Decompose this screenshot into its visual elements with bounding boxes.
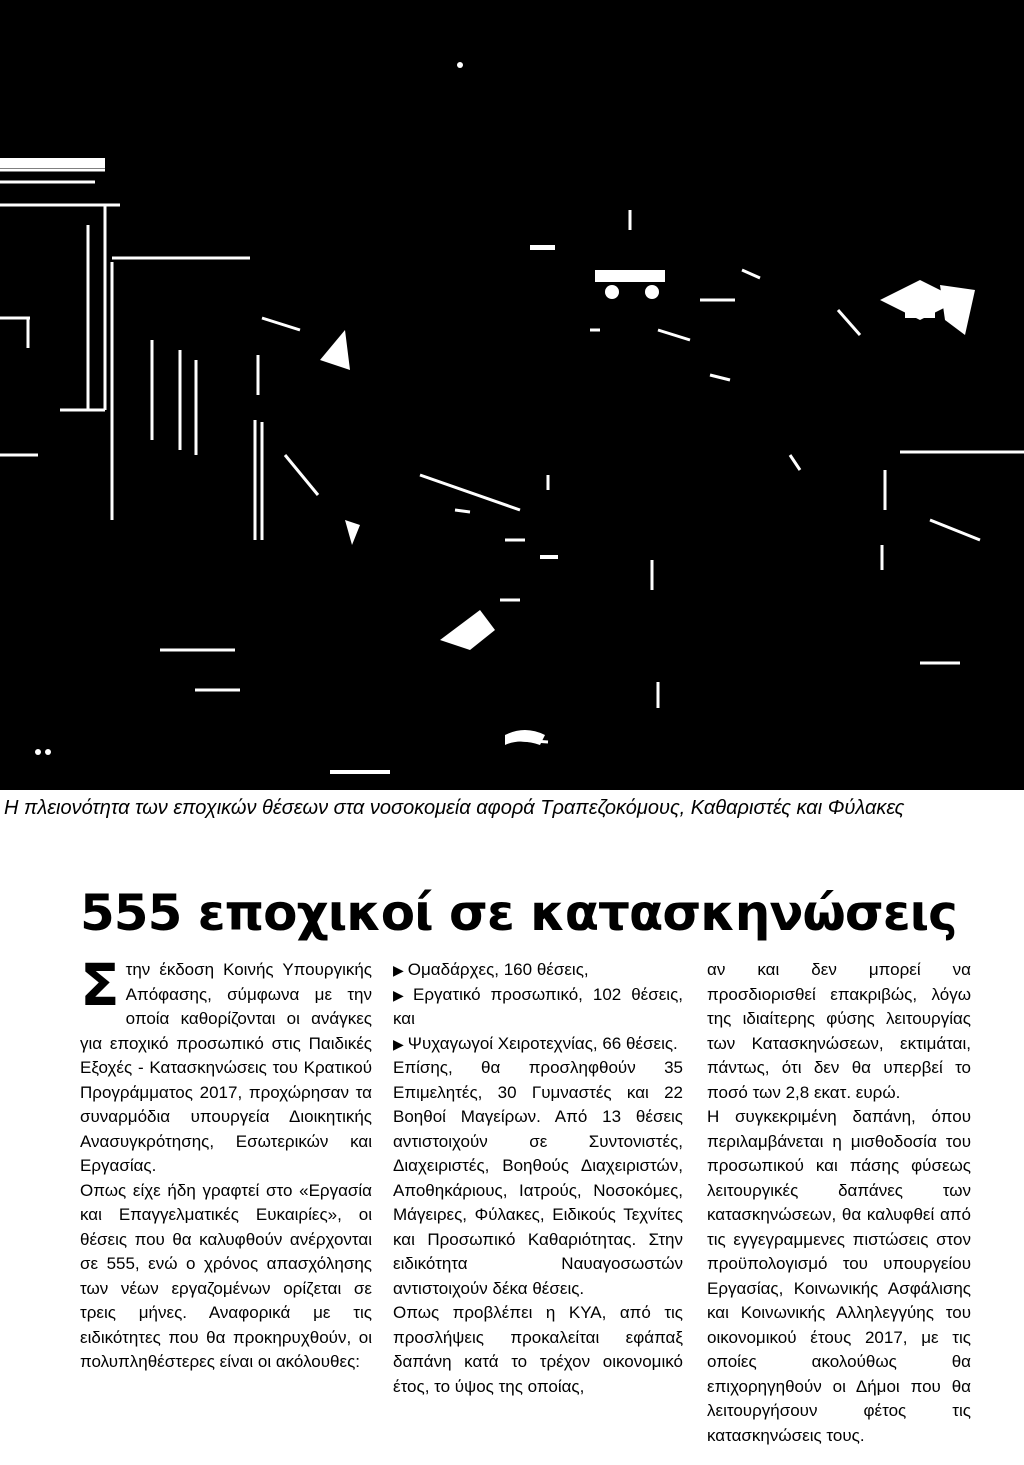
article-column-1 xyxy=(80,951,372,1375)
drop-cap: Σ xyxy=(80,951,120,1019)
bullet-item xyxy=(393,983,683,1032)
article-column-2 xyxy=(393,958,683,1399)
column-1-paragraph-1 xyxy=(80,951,372,1179)
column-1-paragraph-1-text: την έκδοση Κοινής Υπουργικής Απόφασης, σύμφωνα με την οποία καθορίζονται οι ανάγκες για εποχικό προσωπικό στις Παιδικές Εξοχές - Κατασκηνώσεις του Κρατικού Προγράμματος 2017, προχώρησαν τα συναρμόδια υπουργεία Διοικητικής Ανασυγκρότησης, Εσωτερικών και Εργασίας. xyxy=(80,960,372,1175)
column-2-paragraph-2: Οπως προβλέπει η ΚΥΑ, από τις προσλήψεις προκαλείται εφάπαξ δαπάνη κατά το τρέχον οικονομικό έτος, το ύψος της οποίας, xyxy=(393,1303,683,1396)
column-3-paragraph-2: Η συγκεκριμένη δαπάνη, όπου περιλαμβάνεται η μισθοδοσία του προσωπικού και πάσης φύσεως λειτουργικές δαπάνες των κατασκηνώσεων, θα καλυφθεί από τις εγγεγραμμενες πιστώσεις στον προϋπολογισμό του υπουργείου Εργασίας, Κοινωνικής Ασφάλισης και Κοινωνικής Αλληλεγγύης του οικονομικού έτους 2017, με τις οποίες ακολούθως θα επιχορηγηθούν οι Δήμοι που θα λειτουργήσουν φέτος τις κατασκηνώσεις τους. xyxy=(707,1107,971,1445)
bullet-arrow-icon: ▶ xyxy=(393,1035,404,1052)
bullet-item-text: Ψυχαγωγοί Χειροτεχνίας, 66 θέσεις. xyxy=(407,1033,678,1053)
bullet-item xyxy=(393,1032,683,1057)
bullet-item-text: Εργατικό προσωπικό, 102 θέσεις, και xyxy=(393,984,683,1028)
column-1-paragraph-2: Οπως είχε ήδη γραφτεί στο «Εργασία και Επαγγελματικές Ευκαιρίες», οι θέσεις που θα καλυφθούν ανέρχονται σε 555, ενώ ο χρόνος απασχόλησης των νέων εργαζομένων ορίζεται σε τρεις μήνες. Αναφορικά με τις ειδικότητες που θα προκηρυχθούν, οι πολυπληθέστερες είναι οι ακόλουθες: xyxy=(80,1180,372,1371)
bullet-arrow-icon: ▶ xyxy=(393,986,410,1003)
bullet-item xyxy=(393,958,683,983)
bullet-arrow-icon: ▶ xyxy=(393,962,404,978)
column-3-paragraph-1: αν και δεν μπορεί να προσδιορισθεί επακριβώς, λόγω της ιδιαίτερης φύσης λειτουργίας των Κατασκηνώσεων, εκτιμάται, πάντως, ότι δεν θα υπερβεί το ποσό των 2,8 εκατ. ευρώ. xyxy=(707,960,971,1102)
column-2-paragraph-1: Επίσης, θα προσληφθούν 35 Επιμελητές, 30 Γυμναστές και 22 Βοηθοί Μαγείρων. Από 13 θέσεις αντιστοιχούν σε Συντονιστές, Διαχειριστές, Βοηθούς Διαχειριστών, Αποθηκάριους, Ιατρούς, Νοσοκόμες, Μάγειρες, Φύλακες, Ειδικούς Τεχνίτες και Προσωπικό Καθαριότητας. Στην ειδικότητα Ναυαγοσωστών αντιστοιχούν δέκα θέσεις. xyxy=(393,1058,683,1298)
photo-caption: Η πλειονότητα των εποχικών θέσεων στα νοσοκομεία αφορά Τραπεζοκόμους, Καθαριστές και Φύλακες xyxy=(4,797,905,819)
bullet-item-text: Ομαδάρχες, 160 θέσεις, xyxy=(407,960,589,979)
article-headline: 555 εποχικοί σε κατασκηνώσεις xyxy=(80,884,957,942)
article-column-3 xyxy=(707,958,971,1448)
